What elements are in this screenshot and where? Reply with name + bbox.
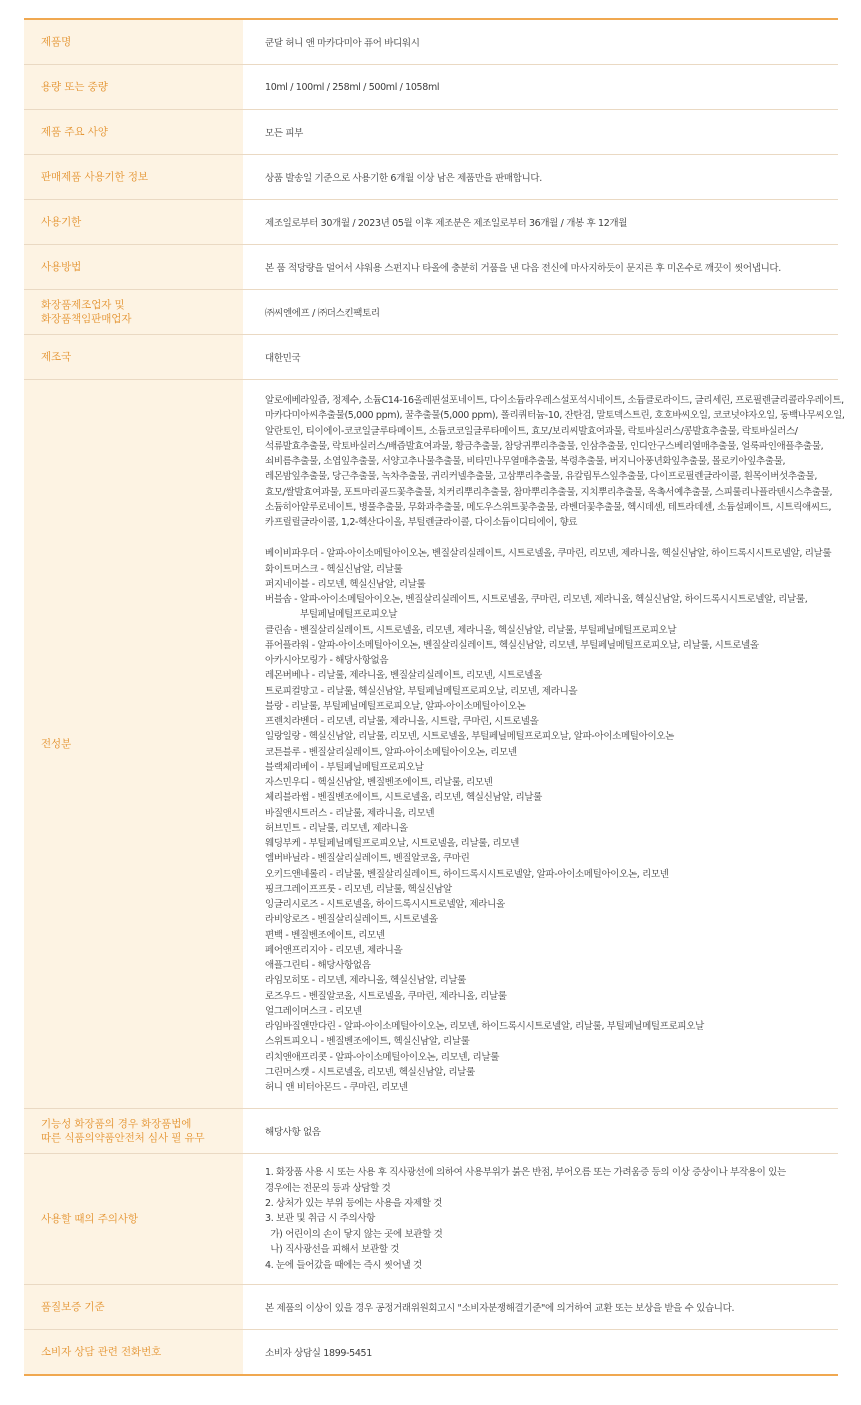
fragrance-line: 그린머스캣 - 시트로넬올, 리모넨, 헥실신남알, 리날룰 (265, 1066, 475, 1078)
fragrance-line-continuation: 부틸페닐메틸프로피오날 (300, 609, 398, 621)
ingredient-base-line: 소듐히아알루로네이트, 병풀추출물, 무화과추출물, 메도우스위트꽃추출물, 라벤더꽃추출물, 헥시데센, 테트라데센, 소듐설페이트, 시트릭애씨드, (265, 501, 832, 513)
label-expiry: 사용기한 (24, 200, 243, 245)
value-ingredients (243, 380, 845, 1109)
row-product-name (24, 19, 838, 65)
value-product-name: 쿤달 허니 앤 마카다미아 퓨어 바디워시 (243, 19, 838, 65)
caution-list (265, 1165, 828, 1273)
fragrance-line: 얼그레이머스크 - 리모넨 (265, 1005, 362, 1017)
caution-line: 4. 눈에 들어갔을 때에는 즉시 씻어낼 것 (265, 1259, 422, 1271)
label-functional (24, 1109, 243, 1154)
ingredient-base-line: 레몬밤잎추출물, 당근추출물, 녹차추출물, 귀리커넬추출물, 고삼뿌리추출물, 유칼립투스잎추출물, 다이프로필렌글라이콜, 흰목이버섯추출물, (265, 471, 818, 483)
ingredient-base-line: 알란토인, 티이에이-코코일글루타메이트, 소듐코코일글루타메이트, 효모/보리씨발효여과물, 락토바실러스/콩발효추출물, 락토바실러스/ (265, 425, 798, 437)
row-caution (24, 1154, 838, 1285)
caution-line: 경우에는 전문의 등과 상담할 것 (265, 1182, 391, 1194)
fragrance-line: 트로피컬망고 - 리날룰, 헥실신남알, 부틸페닐메틸프로피오날, 리모넨, 제라니올 (265, 685, 578, 697)
row-usage (24, 245, 838, 290)
fragrance-line: 아카시아모링가 - 해당사항없음 (265, 655, 389, 666)
fragrance-line: 오키드앤네롤리 - 리날룰, 벤질살리실레이트, 하이드록시시트로넬알, 알파-아이소메틸아이오논, 리모넨 (265, 868, 669, 880)
label-sale-expiry: 판매제품 사용기한 정보 (24, 155, 243, 200)
fragrance-line: 잉글리시로즈 - 시트로넬올, 하이드록시시트로넬알, 제라니올 (265, 899, 505, 910)
label-caution: 사용할 때의 주의사항 (24, 1154, 243, 1285)
fragrance-line: 퓨어플라워 - 알파-아이소메틸아이오논, 벤질살리실레이트, 헥실신남알, 리모넨, 부틸페닐메틸프로피오날, 리날룰, 시트로넬올 (265, 639, 759, 651)
fragrance-line: 자스민우디 - 헥실신남알, 벤질벤조에이트, 리날룰, 리모넨 (265, 777, 493, 788)
value-volume: 10ml / 100ml / 258ml / 500ml / 1058ml (243, 65, 838, 110)
value-origin: 대한민국 (243, 335, 838, 380)
fragrance-line: 베이비파우더 - 알파-아이소메틸아이오논, 벤질살리실레이트, 시트로넬올, 쿠마린, 리모넨, 제라니올, 헥실신남알, 하이드록시시트로넬알, 리날룰 (265, 548, 832, 560)
row-quality (24, 1285, 838, 1330)
fragrance-line: 퍼지네이블 - 리모넨, 헥실신남알, 리날룰 (265, 578, 426, 590)
fragrance-line: 리치앤애프리콧 - 알파-아이소메틸아이오논, 리모넨, 리날룰 (265, 1051, 500, 1063)
fragrance-line: 버블솝 - 알파-아이소메틸아이오논, 벤질살리실레이트, 시트로넬올, 쿠마린, 리모넨, 제라니올, 헥실신남알, 하이드록시시트로넬알, 리날룰, (265, 594, 808, 605)
ingredient-base-line: 쇠비름추출물, 소엽잎추출물, 서양고추나물추출물, 비타민나무열매추출물, 복령추출물, 버지니아풍년화잎추출물, 몰로키아잎추출물, (265, 456, 786, 467)
row-expiry (24, 200, 838, 245)
row-manufacturer (24, 290, 838, 335)
row-sale-expiry (24, 155, 838, 200)
ingredient-base-line: 카프릴릴글라이콜, 1,2-헥산다이올, 부틸렌글라이콜, 다이소듐이디티에이, 향료 (265, 517, 578, 528)
label-manufacturer (24, 290, 243, 335)
fragrance-line: 코튼블루 - 벤질살리실레이트, 알파-아이소메틸아이오논, 리모넨 (265, 746, 517, 758)
label-quality: 품질보증 기준 (24, 1285, 243, 1330)
fragrance-line: 핑크그레이프프룻 - 리모넨, 리날룰, 헥실신남알 (265, 883, 452, 895)
row-functional (24, 1109, 838, 1154)
ingredients-list (265, 393, 845, 1095)
label-origin: 제조국 (24, 335, 243, 380)
value-phone: 소비자 상담실 1899-5451 (265, 1348, 372, 1360)
fragrance-line: 블랙체리베이 - 부틸페닐메틸프로피오날 (265, 761, 424, 773)
caution-line: 나) 직사광선을 피해서 보관할 것 (265, 1244, 400, 1256)
caution-line: 2. 상처가 있는 부위 등에는 사용을 자제할 것 (265, 1198, 443, 1210)
fragrance-line: 프렌치라벤더 - 리모넨, 리날룰, 제라니올, 시트랄, 쿠마린, 시트로넬올 (265, 716, 539, 727)
caution-line: 1. 화장품 사용 시 또는 사용 후 직사광선에 의하여 사용부위가 붉은 반점, 부어오름 또는 가려움증 등의 이상 증상이나 부작용이 있는 (265, 1167, 786, 1179)
fragrance-line: 로즈우드 - 벤질알코올, 시트로넬올, 쿠마린, 제라니올, 리날룰 (265, 990, 507, 1002)
value-functional: 해당사항 없음 (243, 1109, 838, 1154)
fragrance-line: 애플그린티 - 해당사항없음 (265, 960, 371, 971)
label-spec: 제품 주요 사양 (24, 110, 243, 155)
label-volume: 용량 또는 중량 (24, 65, 243, 110)
value-usage: 본 품 적당량을 덜어서 샤워용 스펀지나 타올에 충분히 거품을 낸 다음 전신에 마사지하듯이 문지른 후 미온수로 깨끗이 씻어냅니다. (243, 245, 838, 290)
row-phone (24, 1330, 838, 1376)
fragrance-line: 엠버바닐라 - 벤질살리실레이트, 벤질알코올, 쿠마린 (265, 853, 470, 865)
fragrance-line: 페어앤프리지아 - 리모넨, 제라니올 (265, 944, 403, 956)
fragrance-line: 레몬버베나 - 리날룰, 제라니올, 벤질살리실레이트, 리모넨, 시트로넬올 (265, 670, 542, 682)
ingredient-base-line: 석류발효추출물, 락토바실러스/배즙발효여과물, 황금추출물, 참당귀뿌리추출물, 인삼추출물, 인디안구스베리열매추출물, 얼룩파인애플추출물, (265, 440, 824, 452)
ingredient-base-line: 효모/쌀발효여과물, 포트마리골드꽃추출물, 치커리뿌리추출물, 참마뿌리추출물, 지치뿌리추출물, 옥촉서예추출물, 스피룰리나플라텐시스추출물, (265, 486, 833, 498)
label-manufacturer-line1: 화장품제조업자 및 (41, 299, 125, 311)
row-ingredients (24, 380, 838, 1109)
fragrance-line: 허브민트 - 리날룰, 리모넨, 제라니올 (265, 822, 408, 834)
value-sale-expiry: 상품 발송일 기준으로 사용기한 6개월 이상 남은 제품만을 판매합니다. (243, 155, 838, 200)
value-spec: 모든 피부 (243, 110, 838, 155)
fragrance-line: 허니 앤 비터아몬드 - 쿠마린, 리모넨 (265, 1082, 408, 1093)
value-expiry: 제조일로부터 30개월 / 2023년 05월 이후 제조분은 제조일로부터 36개월 / 개봉 후 12개월 (243, 200, 838, 245)
row-volume (24, 65, 838, 110)
caution-line: 3. 보관 및 취급 시 주의사항 (265, 1213, 375, 1225)
fragrance-line: 일랑일랑 - 헥실신남알, 리날룰, 리모넨, 시트로넬올, 부틸페닐메틸프로피오날, 알파-아이소메틸아이오논 (265, 731, 674, 743)
fragrance-line: 편백 - 벤질벤조에이트, 리모넨 (265, 929, 385, 941)
fragrance-line: 체리블라썸 - 벤질벤조에이트, 시트로넬올, 리모넨, 헥실신남알, 리날룰 (265, 792, 542, 804)
fragrance-line: 웨딩부케 - 부틸페닐메틸프로피오날, 시트로넬올, 리날룰, 리모넨 (265, 838, 519, 849)
caution-line: 가) 어린이의 손이 닿지 않는 곳에 보관할 것 (265, 1228, 443, 1240)
value-manufacturer: ㈜씨엔에프 / ㈜더스킨팩토리 (243, 290, 838, 335)
label-functional-line1: 기능성 화장품의 경우 화장품법에 (41, 1118, 192, 1131)
label-usage: 사용방법 (24, 245, 243, 290)
ingredient-base-line: 알로에베라잎즙, 정제수, 소듐C14-16올레핀설포네이트, 다이소듐라우레스설포석시네이트, 소듐클로라이드, 글리세린, 프로필렌글리콜라우레이트, (265, 395, 844, 406)
product-info-table (24, 18, 845, 1376)
label-phone: 소비자 상담 관련 전화번호 (24, 1330, 243, 1376)
fragrance-line: 스위트피오니 - 벤질벤조에이트, 헥실신남알, 리날룰 (265, 1036, 470, 1048)
fragrance-line: 라임바질앤만다린 - 알파-아이소메틸아이오논, 리모넨, 하이드록시시트로넬알, 리날룰, 부틸페닐메틸프로피오날 (265, 1021, 704, 1032)
fragrance-line: 블랑 - 리날룰, 부틸페닐메틸프로피오날, 알파-아이소메틸아이오논 (265, 700, 526, 712)
row-spec (24, 110, 838, 155)
ingredient-base-line: 마카다미아씨추출물(5,000 ppm), 꿀추출물(5,000 ppm), 폴리쿼터늄-10, 잔탄검, 말토덱스트린, 호호바씨오일, 코코넛야자오일, 동백나무씨오일, (265, 410, 845, 422)
fragrance-line: 라임모히또 - 리모넨, 제라니올, 헥실신남알, 리날룰 (265, 975, 466, 987)
label-manufacturer-line2: 화장품책임판매업자 (41, 313, 132, 325)
row-origin (24, 335, 838, 380)
label-ingredients: 전성분 (24, 380, 243, 1109)
fragrance-line: 클린솝 - 벤질살리실레이트, 시트로넬올, 리모넨, 제라니올, 헥실신남알, 리날룰, 부틸페닐메틸프로피오날 (265, 624, 677, 636)
fragrance-line: 라비앙로즈 - 벤질살리실레이트, 시트로넬올 (265, 914, 438, 926)
value-caution (243, 1154, 838, 1285)
label-functional-line2: 따른 식품의약품안전처 심사 필 유무 (41, 1132, 205, 1145)
fragrance-line: 바질앤시트러스 - 리날룰, 제라니올, 리모넨 (265, 807, 435, 819)
ingredients-spacer (265, 530, 828, 546)
label-product-name: 제품명 (24, 19, 243, 65)
value-quality: 본 제품의 이상이 있을 경우 공정거래위원회고시 "소비자분쟁해결기준"에 의거하여 교환 또는 보상을 받을 수 있습니다. (243, 1285, 838, 1330)
fragrance-line: 화이트머스크 - 헥실신남알, 리날룰 (265, 563, 403, 575)
